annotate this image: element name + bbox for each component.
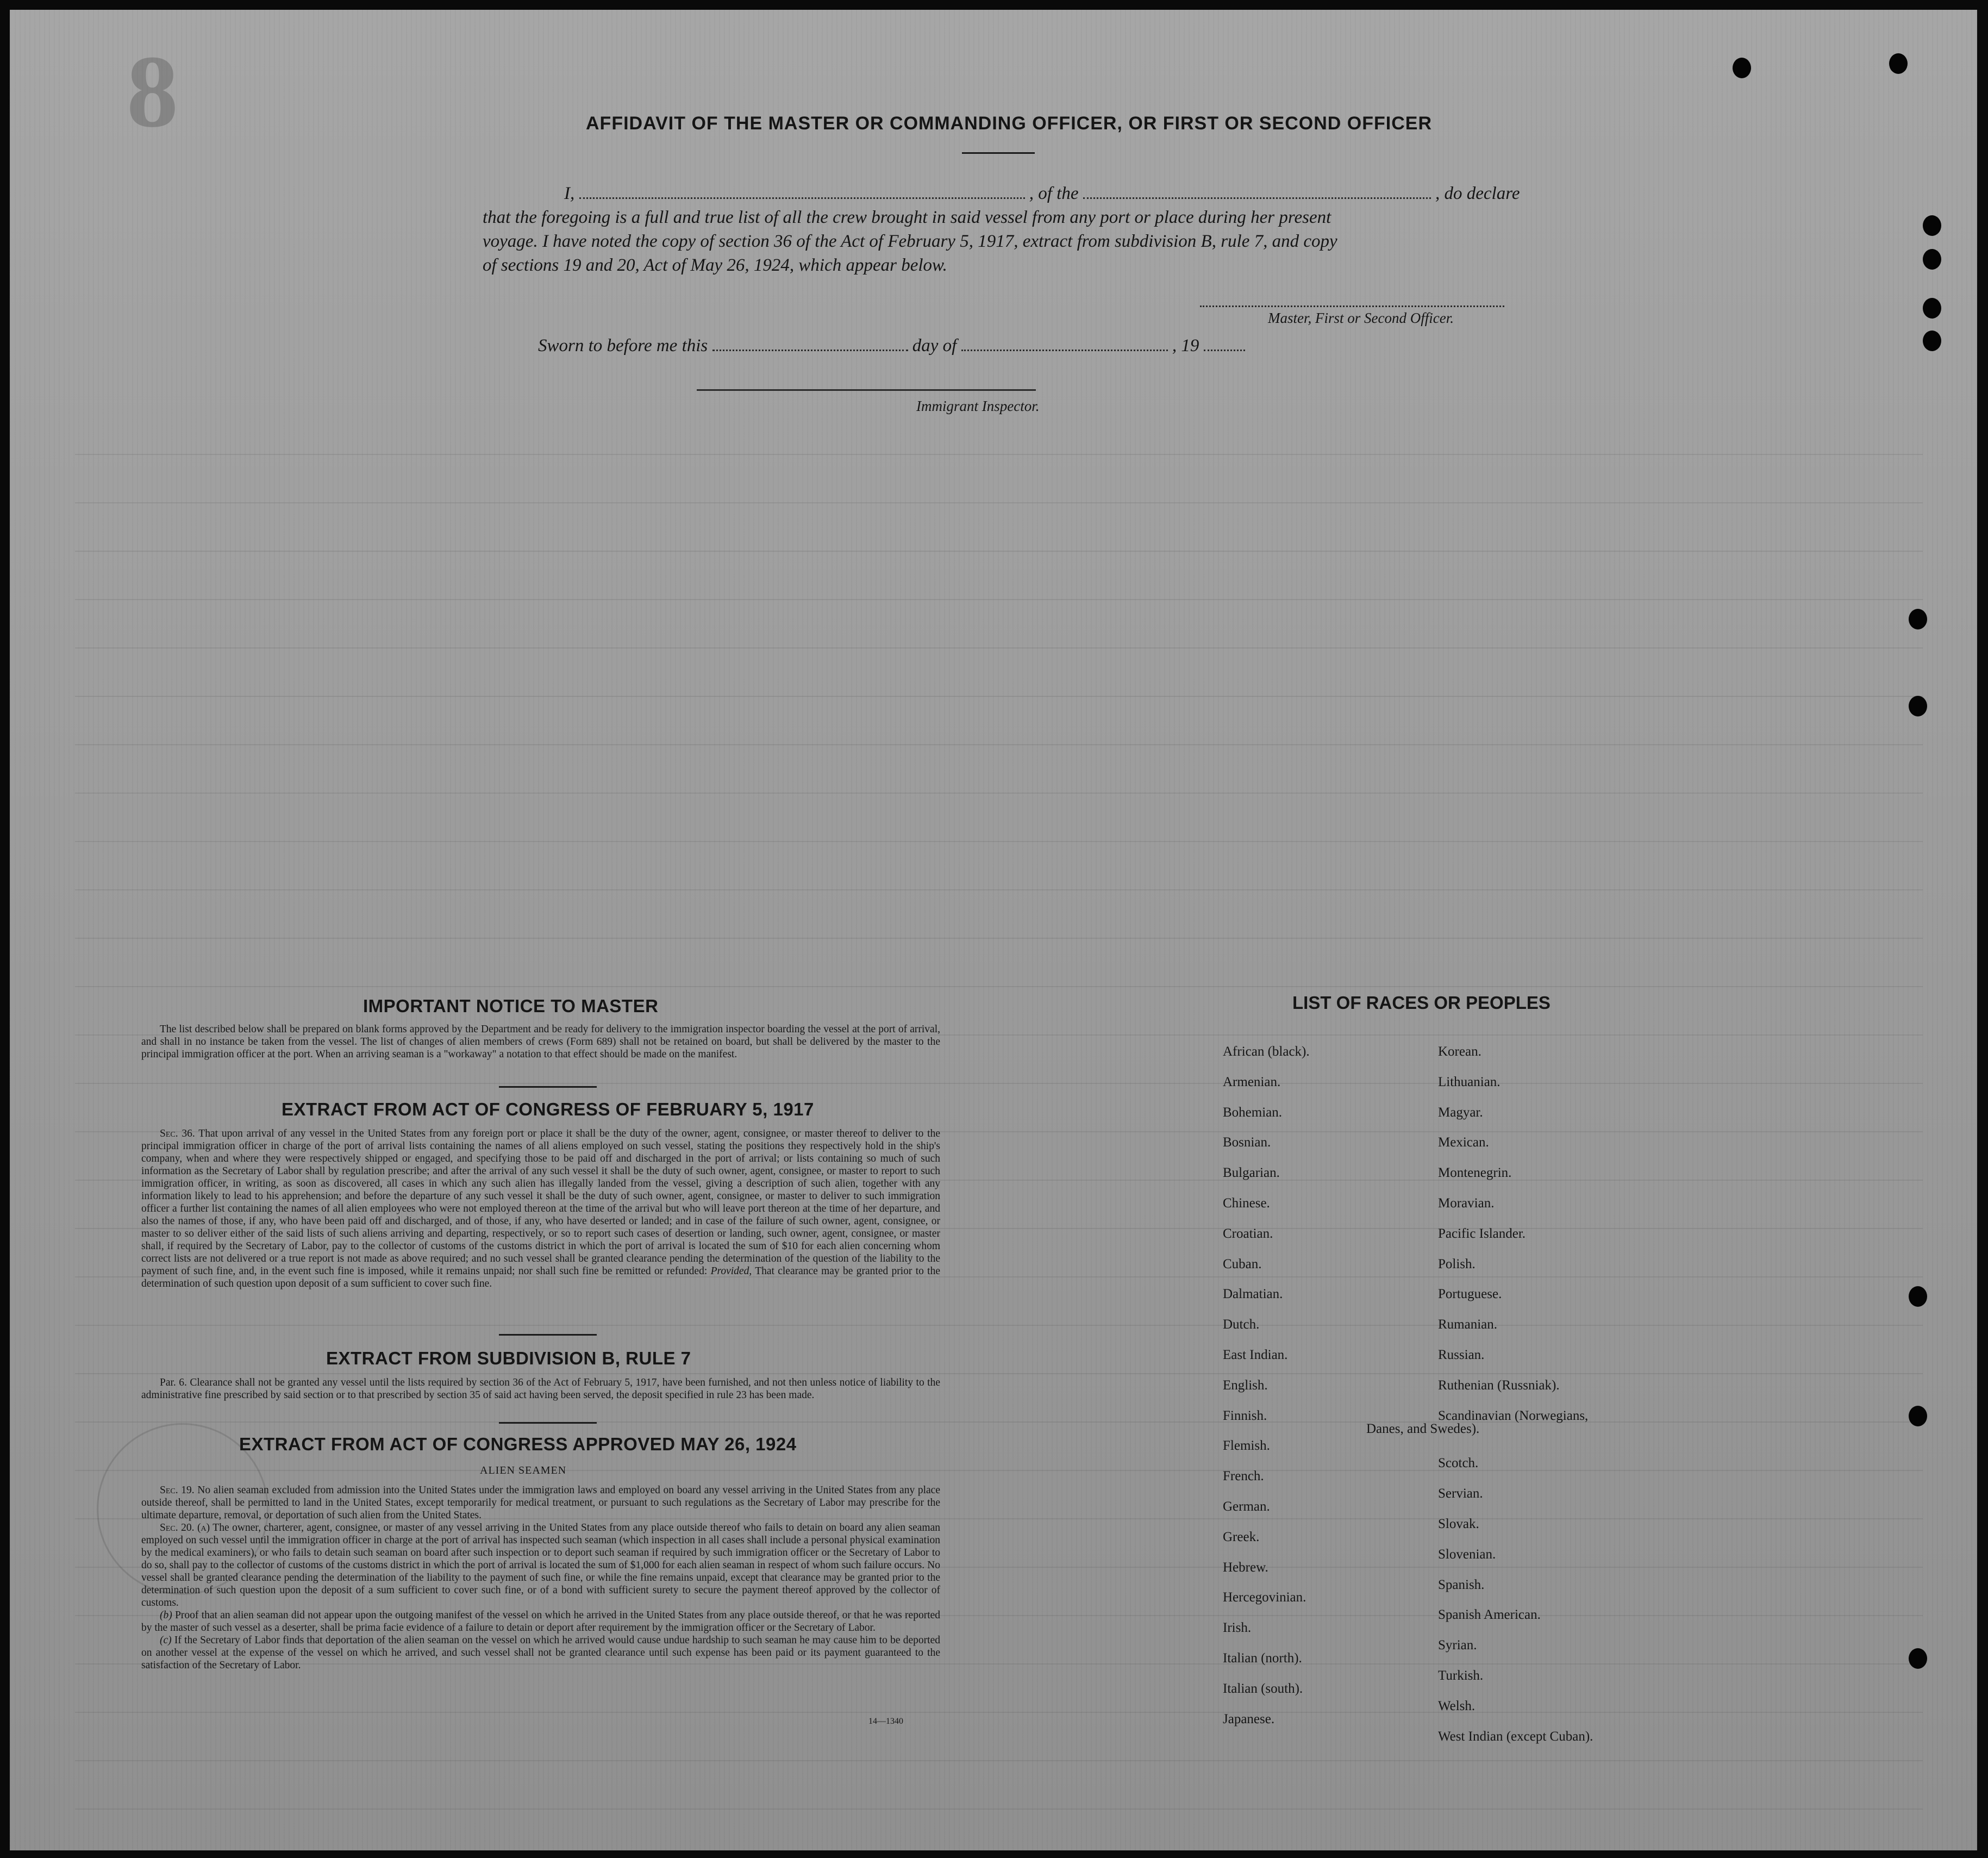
race-item: Syrian. — [1438, 1638, 1477, 1653]
faint-handwritten-mark: 8 — [127, 35, 178, 149]
sec20c-label: (c) — [160, 1635, 172, 1646]
notice-text — [141, 1023, 940, 1061]
sworn-year-label: , 19 — [1172, 336, 1199, 356]
sec20c-text: If the Secretary of Labor finds that deportation of the alien seaman on the vessel on which he arrived would cause undue hardship to such seaman he may cause him to be deported on another vessel at the expense of the vessel on which he arrived, and such vessel shall not be granted clearance until such expense has been paid or its payment guaranteed to the satisfaction of the Secretary of Labor. — [141, 1635, 940, 1671]
race-item: Bulgarian. — [1223, 1165, 1280, 1181]
title-rule — [962, 152, 1035, 154]
extract-1917-text — [141, 1127, 940, 1290]
sec36-text: That upon arrival of any vessel in the United States from any foreign port or place it shall be the duty of the owner, agent, consignee, or master thereof to deliver to the principal immigration officer in charge of the port of arrival lists containing the names of all aliens employed on such vessel, stating the positions they respectively hold in the ship's company, when and where they were respectively shipped or engaged, and specifying those to be paid off and discharged in the port of arrival; or lists containing so much of such information as the Secretary of Labor shall by regulation prescribe; and after the arrival of any such vessel it shall be the duty of such owner, agent, consignee, or master to report to such immigration officer, in writing, as soon as discovered, all cases in which any such alien has illegally landed from the vessel, giving a description of such alien, together with any information likely to lead to his apprehension; and before the departure of any such vessel it shall be the duty of such owner, agent, consignee, or master to deliver to such immigration officer a further list containing the names of all alien employees who were not employed thereon at the time of the arrival but who will leave port thereon at the time of her departure, and also the names of those, if any, who have been paid off and discharged, and of those, if any, who have deserted or landed; and in case of the failure of such owner, agent, consignee, or master to so deliver either of the said lists of such aliens arriving and departing, respectively, or so to report such cases of desertion or landing, such owner, agent, consignee, or master shall, if required by the Secretary of Labor, pay to the collector of customs of the customs district in which the port of arrival is located the sum of $10 for each alien concerning whom correct lists are not delivered or a true report is not made as above required; and no such vessel shall be granted clearance pending the determination of the question of the liability to the payment of such fine, and, in the event such fine is imposed, while it remains unpaid; nor shall such fine be remitted or refunded: — [141, 1128, 940, 1277]
alien-seamen-subtitle: ALIEN SEAMEN — [480, 1464, 567, 1476]
race-item: Portuguese. — [1438, 1287, 1502, 1302]
race-item: West Indian (except Cuban). — [1438, 1729, 1593, 1744]
affidavit-of-label: , of the — [1029, 184, 1079, 203]
signature-label: Master, First or Second Officer. — [1268, 310, 1454, 326]
bleed-through-row — [75, 794, 1923, 842]
race-item: Croatian. — [1223, 1226, 1273, 1241]
race-item: Dalmatian. — [1223, 1287, 1283, 1302]
sworn-date-blank[interactable] — [712, 349, 908, 351]
rule7-title: EXTRACT FROM SUBDIVISION B, RULE 7 — [326, 1348, 691, 1368]
binder-hole — [1909, 609, 1927, 629]
binder-hole — [1909, 1648, 1927, 1669]
race-item: Dutch. — [1223, 1317, 1260, 1332]
race-item: Ruthenian (Russniak). — [1438, 1377, 1560, 1393]
bleed-through-row — [75, 890, 1923, 939]
race-item: Moravian. — [1438, 1196, 1495, 1211]
binder-hole — [1923, 215, 1941, 236]
binder-hole — [1923, 331, 1941, 351]
bleed-through-row — [75, 842, 1923, 890]
race-item: Magyar. — [1438, 1105, 1483, 1120]
race-item: Montenegrin. — [1438, 1165, 1512, 1181]
sworn-year-blank[interactable] — [1204, 349, 1245, 351]
race-item: Flemish. — [1223, 1438, 1270, 1454]
race-item: Scotch. — [1438, 1456, 1479, 1471]
binder-hole — [1889, 53, 1908, 74]
race-item: Turkish. — [1438, 1668, 1484, 1683]
extract-1924-text — [141, 1484, 940, 1672]
race-item: Russian. — [1438, 1348, 1485, 1362]
race-item: Danes, and Swedes). — [1366, 1421, 1480, 1436]
sec20a-text: The owner, charterer, agent, consignee, or master of any vessel arriving in the United States from any place outside thereof who fails to detain on board any alien seaman employed on such vessel until the immigration officer in charge at the port of arrival has inspected such seaman (which inspection in all cases shall include a personal physical examination by the medical examiners), or who fails to detain such seaman on board after such inspection or to deport such seaman if required by such immigration officer or the Secretary of Labor to do so, shall pay to the collector of customs of the customs district in which the port of arrival is located the sum of $1,000 for each alien seaman in respect of whom such failure occurs. No vessel shall be granted clearance pending the determination of the liability to the payment of such fine, or while the fine remains unpaid, except that clearance may be granted prior to the determination of such question upon the deposit of a sum sufficient to cover such fine, or of a bond with sufficient surety to secure the payment thereof approved by the collector of customs. — [141, 1522, 940, 1608]
race-item: French. — [1223, 1469, 1264, 1484]
sworn-line — [538, 336, 1245, 356]
races-title: LIST OF RACES OR PEOPLES — [1292, 993, 1551, 1013]
section-rule — [499, 1086, 597, 1088]
race-item: Chinese. — [1223, 1196, 1270, 1211]
sec19-text: No alien seaman excluded from admission into the United States under the immigration laws and employed on board any vessel arriving in the United States from any place outside thereof, shall be permitted to land in the United States, except temporarily for medical treatment, or pursuant to such regulations as the Secretary of Labor may prescribe for the ultimate departure, removal, or deportation of such alien from the United States. — [141, 1485, 940, 1521]
race-item: Rumanian. — [1438, 1317, 1498, 1332]
sec36-label: Sec. 36. — [160, 1128, 195, 1139]
bleed-through-row — [75, 1664, 1923, 1713]
document-sheet — [10, 10, 1977, 1850]
affidavit-title: AFFIDAVIT OF THE MASTER OR COMMANDING OFFICER, OR FIRST OR SECOND OFFICER — [586, 113, 1432, 134]
signature-line[interactable] — [1200, 305, 1504, 307]
race-item: Polish. — [1438, 1256, 1476, 1271]
affidavit-line-3: voyage. I have noted the copy of section 36 of the Act of February 5, 1917, extract from subdivision B, rule 7, and copy — [483, 232, 1337, 251]
bleed-through-row — [75, 600, 1923, 649]
name-blank[interactable] — [579, 197, 1025, 199]
race-item: Pacific Islander. — [1438, 1226, 1526, 1241]
rule7-text — [141, 1376, 940, 1401]
binder-hole — [1733, 58, 1751, 78]
form-number: 14—1340 — [868, 1717, 903, 1726]
bleed-through-row — [75, 552, 1923, 600]
race-item: Italian (south). — [1223, 1681, 1303, 1696]
bleed-through-row — [75, 1761, 1923, 1810]
race-item: Bohemian. — [1223, 1105, 1283, 1120]
race-item: Finnish. — [1223, 1408, 1267, 1423]
inspector-signature-line[interactable] — [697, 389, 1036, 391]
sworn-day-label: day of — [912, 336, 957, 356]
bleed-through-row — [75, 745, 1923, 794]
affidavit-declare-label: , do declare — [1435, 184, 1520, 203]
affidavit-line-2: that the foregoing is a full and true list of all the crew brought in said vessel from any port or place during her present — [483, 208, 1331, 227]
provided-word: Provided, — [710, 1265, 752, 1277]
affidavit-line-1 — [564, 184, 1520, 204]
race-item: Bosnian. — [1223, 1135, 1271, 1150]
race-item: Slovak. — [1438, 1517, 1479, 1531]
race-item: Italian (north). — [1223, 1651, 1302, 1666]
bleed-through-row — [75, 939, 1923, 987]
race-item: Japanese. — [1223, 1711, 1275, 1726]
race-item: Korean. — [1438, 1044, 1481, 1059]
race-item: Scandinavian (Norwegians, — [1438, 1408, 1589, 1423]
sec20b-label: (b) — [160, 1610, 172, 1621]
binder-hole — [1923, 249, 1941, 270]
bleed-through-row — [75, 503, 1923, 552]
inspector-label: Immigrant Inspector. — [916, 398, 1040, 414]
vessel-blank[interactable] — [1083, 197, 1431, 199]
race-item: East Indian. — [1223, 1348, 1288, 1362]
race-item: African (black). — [1223, 1044, 1310, 1059]
sec20b-text: Proof that an alien seaman did not appear upon the outgoing manifest of the vessel on which he arrived in the United States from any place outside thereof, or that he was reported by the master of such vessel as a deserter, shall be prima facie evidence of a failure to detain or deport after requirement by the immigration officer or the Secretary of Labor. — [141, 1610, 941, 1633]
race-item: Spanish American. — [1438, 1607, 1541, 1623]
binder-hole — [1909, 1406, 1927, 1426]
extract-1917-title: EXTRACT FROM ACT OF CONGRESS OF FEBRUARY 5, 1917 — [282, 1099, 814, 1119]
race-item: Slovenian. — [1438, 1547, 1496, 1562]
section-rule — [499, 1422, 597, 1424]
race-item: Spanish. — [1438, 1577, 1485, 1592]
binder-hole — [1909, 1286, 1927, 1307]
binder-hole — [1923, 298, 1941, 319]
bleed-through-row — [75, 1713, 1923, 1761]
race-item: Welsh. — [1438, 1698, 1476, 1713]
sworn-month-blank[interactable] — [961, 349, 1168, 351]
race-item: German. — [1223, 1499, 1270, 1514]
sec36-end: That clearance may be granted prior to the determination of such question upon deposit of a sum sufficient to cover such fine. — [141, 1265, 941, 1289]
race-item: Lithuanian. — [1438, 1074, 1501, 1089]
rule7-paragraph: Par. 6. Clearance shall not be granted any vessel until the lists required by section 36 of the Act of February 5, 1917, have been furnished, and not then unless notice of liability to the administrative fine prescribed by said section or to that prescribed by section 35 of said act having been served, the deposit specified in rule 23 has been made. — [141, 1377, 940, 1401]
bleed-through-row — [75, 697, 1923, 745]
race-item: Mexican. — [1438, 1135, 1489, 1150]
affidavit-i-label: I, — [564, 184, 575, 203]
sec20-label: Sec. 20. (a) — [160, 1522, 210, 1533]
notice-paragraph: The list described below shall be prepared on blank forms approved by the Department and be ready for delivery to the immigration inspector boarding the vessel at the port of arrival, and shall in no instance be taken from the vessel. The list of changes of alien members of crews (Form 689) shall not be retained on board, but shall be delivered by the master to the principal immigration officer at the port. When an arriving seaman is a "workaway" a notation to that effect should be made on the manifest. — [141, 1024, 940, 1060]
race-item: Hebrew. — [1223, 1560, 1268, 1575]
race-item: Servian. — [1438, 1486, 1483, 1501]
race-item: Armenian. — [1223, 1074, 1281, 1089]
section-rule — [499, 1334, 597, 1336]
notice-title: IMPORTANT NOTICE TO MASTER — [363, 996, 659, 1016]
bleed-through-row — [75, 649, 1923, 697]
bleed-through-row — [75, 1810, 1923, 1850]
binder-hole — [1909, 696, 1927, 716]
bleed-through-row — [75, 455, 1923, 503]
race-item: Cuban. — [1223, 1256, 1262, 1271]
sworn-prefix: Sworn to before me this — [538, 336, 708, 356]
race-item: English. — [1223, 1377, 1268, 1393]
sec19-label: Sec. 19. — [160, 1485, 195, 1496]
extract-1924-title: EXTRACT FROM ACT OF CONGRESS APPROVED MAY 26, 1924 — [239, 1434, 797, 1454]
race-item: Hercegovinian. — [1223, 1590, 1306, 1605]
race-item: Irish. — [1223, 1620, 1252, 1636]
race-item: Greek. — [1223, 1529, 1260, 1544]
affidavit-line-4: of sections 19 and 20, Act of May 26, 1924, which appear below. — [483, 255, 947, 275]
